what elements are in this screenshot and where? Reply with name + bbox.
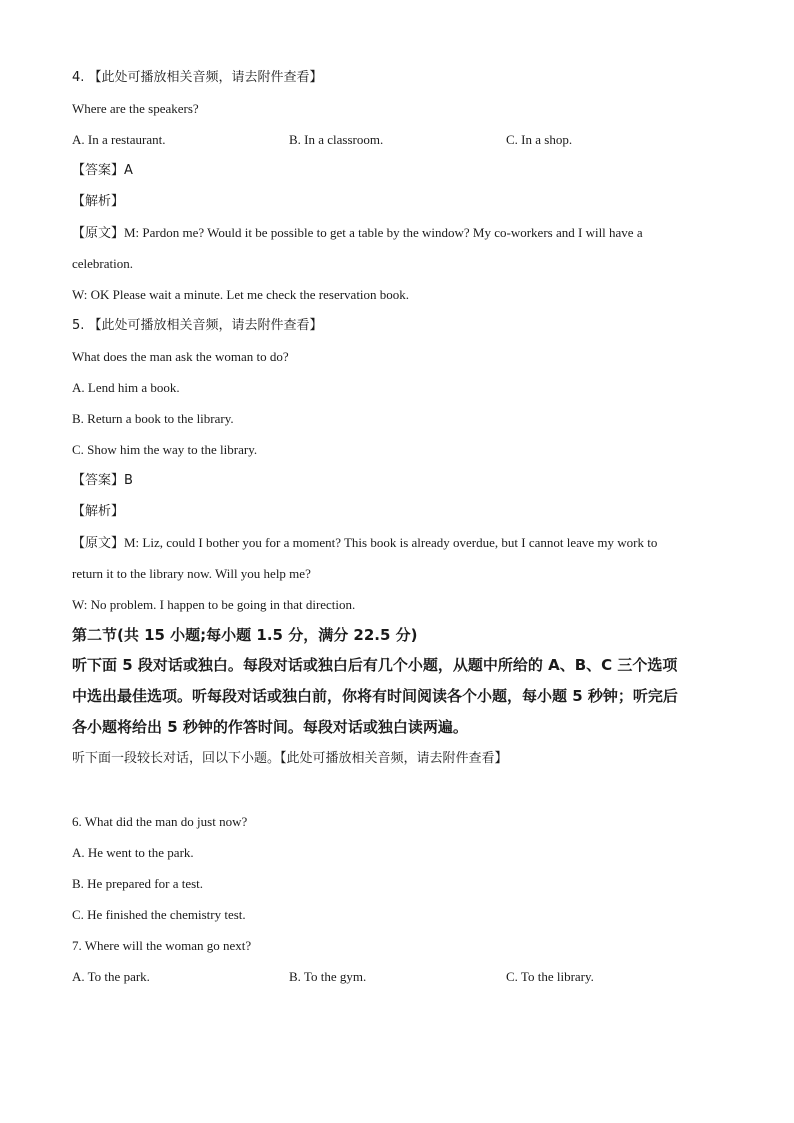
q5-transcript-line-2: return it to the library now. Will you help me? <box>72 566 311 581</box>
q6-option-c: C. He finished the chemistry test. <box>72 907 246 922</box>
q7-options <box>72 961 732 992</box>
q4-option-b: B. In a classroom. <box>289 132 384 147</box>
section2-title: 第二节(共 15 小题;每小题 1.5 分，满分 22.5 分) <box>72 626 418 644</box>
q4-question: Where are the speakers? <box>72 101 199 116</box>
q5-option-a: A. Lend him a book. <box>72 380 180 395</box>
q5-header: 5. 【此处可播放相关音频，请去附件查看】 <box>72 318 323 333</box>
q7-option-b: B. To the gym. <box>289 969 367 984</box>
q5-analysis: 【解析】 <box>72 504 125 519</box>
document-page <box>72 62 732 992</box>
q6-option-b: B. He prepared for a test. <box>72 876 204 891</box>
q4-option-a: A. In a restaurant. <box>72 132 166 147</box>
q5-answer: 【答案】B <box>72 473 133 488</box>
section2-instruction-line-2: 中选出最佳选项。听每段对话或独白前，你将有时间阅读各个小题，每小题 5 秒钟；听完后 <box>72 687 678 705</box>
q6-option-a: A. He went to the park. <box>72 845 194 860</box>
q7-option-c: C. To the library. <box>506 969 594 984</box>
section2-instruction-line-1: 听下面 5 段对话或独白。每段对话或独白后有几个小题，从题中所给的 A、B、C 三个选项 <box>72 656 678 674</box>
section2-instruction-line-3: 各小题将给出 5 秒钟的作答时间。每段对话或独白读两遍。 <box>72 718 468 736</box>
q6-question: 6. What did the man do just now? <box>72 814 248 829</box>
q4-header: 4. 【此处可播放相关音频，请去附件查看】 <box>72 70 323 85</box>
spacer <box>72 774 732 806</box>
q4-answer: 【答案】A <box>72 163 133 178</box>
q4-transcript-line-2: celebration. <box>72 256 133 271</box>
q5-option-b: B. Return a book to the library. <box>72 411 234 426</box>
q5-transcript-line-1: 【原文】M: Liz, could I bother you for a moment? This book is already overdue, but I cannot leave my work to <box>72 535 658 550</box>
q4-analysis: 【解析】 <box>72 194 125 209</box>
q7-option-a: A. To the park. <box>72 969 150 984</box>
q4-transcript-line-1: 【原文】M: Pardon me? Would it be possible to get a table by the window? My co-workers and I will have a <box>72 225 643 240</box>
q4-transcript-line-3: W: OK Please wait a minute. Let me check the reservation book. <box>72 287 410 302</box>
q5-option-c: C. Show him the way to the library. <box>72 442 258 457</box>
q5-transcript-line-3: W: No problem. I happen to be going in that direction. <box>72 597 356 612</box>
q4-option-c: C. In a shop. <box>506 132 573 147</box>
q4-options <box>72 124 732 155</box>
q7-question: 7. Where will the woman go next? <box>72 938 252 953</box>
q5-question: What does the man ask the woman to do? <box>72 349 289 364</box>
section2-sub-instruction: 听下面一段较长对话，回以下小题。【此处可播放相关音频，请去附件查看】 <box>72 751 508 766</box>
